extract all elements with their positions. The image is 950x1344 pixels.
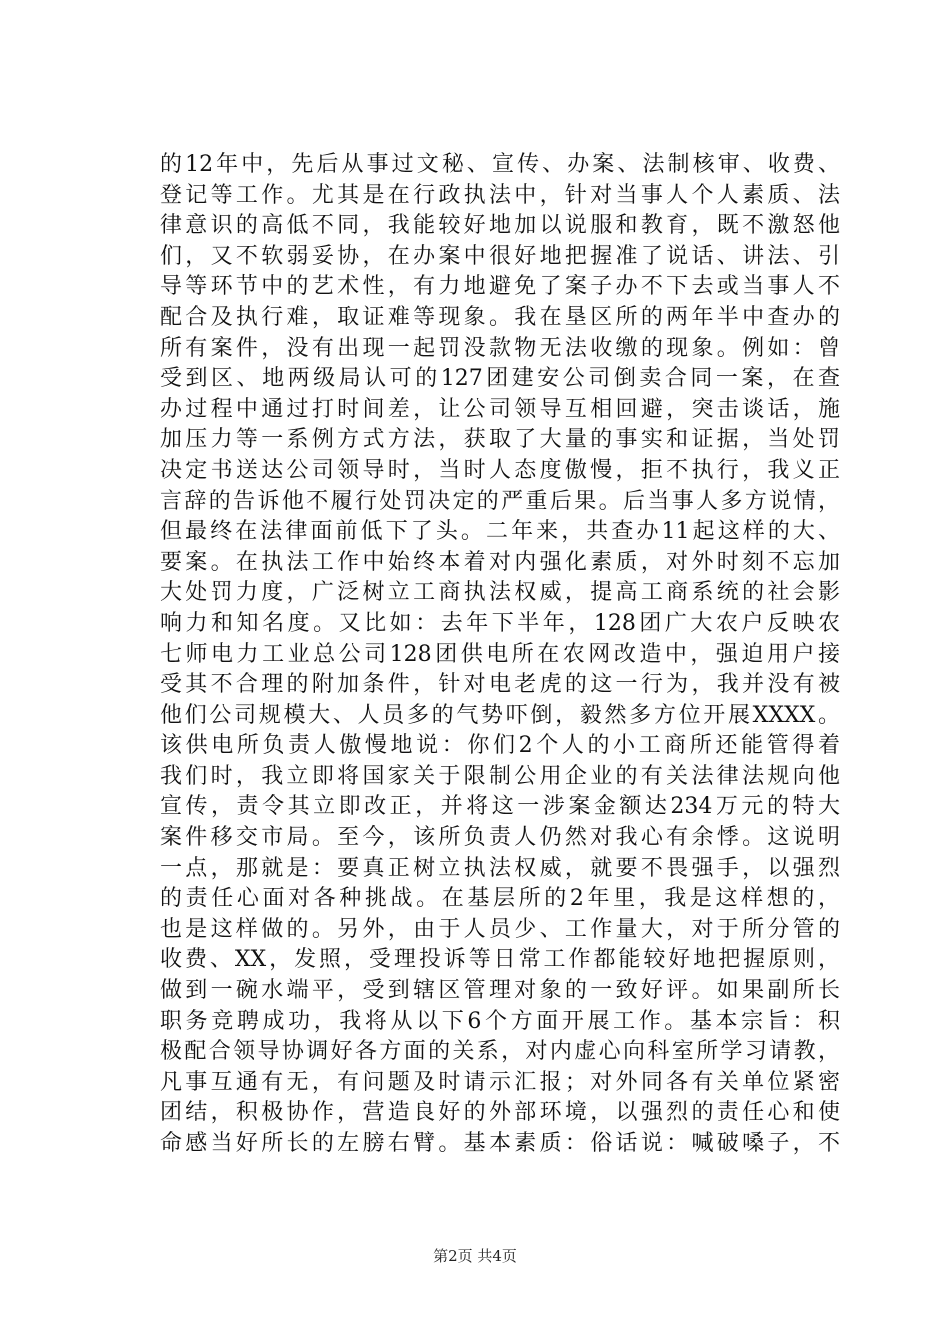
text-line: 也是这样做的。另外，由于人员少、工作量大，对于所分管的 (160, 916, 840, 942)
text-line: 响力和知名度。又比如：去年下半年，128团广大农户反映农 (160, 610, 840, 636)
text-line: 决定书送达公司领导时，当时人态度傲慢，拒不执行，我义正 (160, 457, 840, 483)
text-line: 的责任心面对各种挑战。在基层所的2年里，我是这样想的， (160, 886, 840, 912)
body-paragraph (160, 150, 840, 1160)
text-line: 命感当好所长的左膀右臂。基本素质：俗话说：喊破嗓子，不 (160, 1131, 840, 1156)
text-line: 但最终在法律面前低下了头。二年来，共查办11起这样的大、 (160, 519, 840, 545)
text-line: 七师电力工业总公司128团供电所在农网改造中，强迫用户接 (160, 641, 840, 667)
text-line: 职务竞聘成功，我将从以下6个方面开展工作。基本宗旨：积 (160, 1008, 840, 1034)
text-line: 一点，那就是：要真正树立执法权威，就要不畏强手，以强烈 (160, 855, 840, 881)
text-line: 办过程中通过打时间差，让公司领导互相回避，突击谈话，施 (160, 396, 840, 422)
text-line: 做到一碗水端平，受到辖区管理对象的一致好评。如果副所长 (160, 978, 840, 1004)
text-line: 凡事互通有无，有问题及时请示汇报；对外同各有关单位紧密 (160, 1069, 840, 1095)
text-line: 极配合领导协调好各方面的关系，对内虚心向科室所学习请教， (160, 1039, 840, 1065)
text-line: 律意识的高低不同，我能较好地加以说服和教育，既不激怒他 (160, 213, 840, 239)
text-line: 们，又不软弱妥协，在办案中很好地把握准了说话、讲法、引 (160, 243, 840, 269)
text-line: 我们时，我立即将国家关于限制公用企业的有关法律法规向他 (160, 763, 840, 789)
text-line: 受其不合理的附加条件，针对电老虎的这一行为，我并没有被 (160, 672, 840, 698)
text-line: 他们公司规模大、人员多的气势吓倒，毅然多方位开展XXXX。 (160, 702, 840, 728)
text-line: 配合及执行难，取证难等现象。我在垦区所的两年半中查办的 (160, 304, 840, 330)
text-line: 案件移交市局。至今，该所负责人仍然对我心有余悸。这说明 (160, 825, 840, 851)
text-line: 加压力等一系例方式方法，获取了大量的事实和证据，当处罚 (160, 427, 840, 453)
text-line: 宣传，责令其立即改正，并将这一涉案金额达234万元的特大 (160, 794, 840, 820)
text-line: 要案。在执法工作中始终本着对内强化素质，对外时刻不忘加 (160, 549, 840, 575)
text-line: 所有案件，没有出现一起罚没款物无法收缴的现象。例如：曾 (160, 335, 840, 361)
text-line: 导等环节中的艺术性，有力地避免了案子办不下去或当事人不 (160, 274, 840, 300)
text-line: 该供电所负责人傲慢地说：你们2个人的小工商所还能管得着 (160, 733, 840, 759)
text-line: 登记等工作。尤其是在行政执法中，针对当事人个人素质、法 (160, 182, 840, 208)
text-line: 大处罚力度，广泛树立工商执法权威，提高工商系统的社会影 (160, 580, 840, 606)
text-line: 言辞的告诉他不履行处罚决定的严重后果。后当事人多方说情， (160, 488, 840, 514)
text-line: 团结，积极协作，营造良好的外部环境，以强烈的责任心和使 (160, 1100, 840, 1126)
text-line: 的12年中，先后从事过文秘、宣传、办案、法制核审、收费、 (160, 152, 840, 177)
text-line: 收费、XX，发照，受理投诉等日常工作都能较好地把握原则， (160, 947, 840, 973)
page-footer: 第2页 共4页 (433, 1247, 517, 1265)
text-line: 受到区、地两级局认可的127团建安公司倒卖合同一案，在查 (160, 366, 840, 392)
